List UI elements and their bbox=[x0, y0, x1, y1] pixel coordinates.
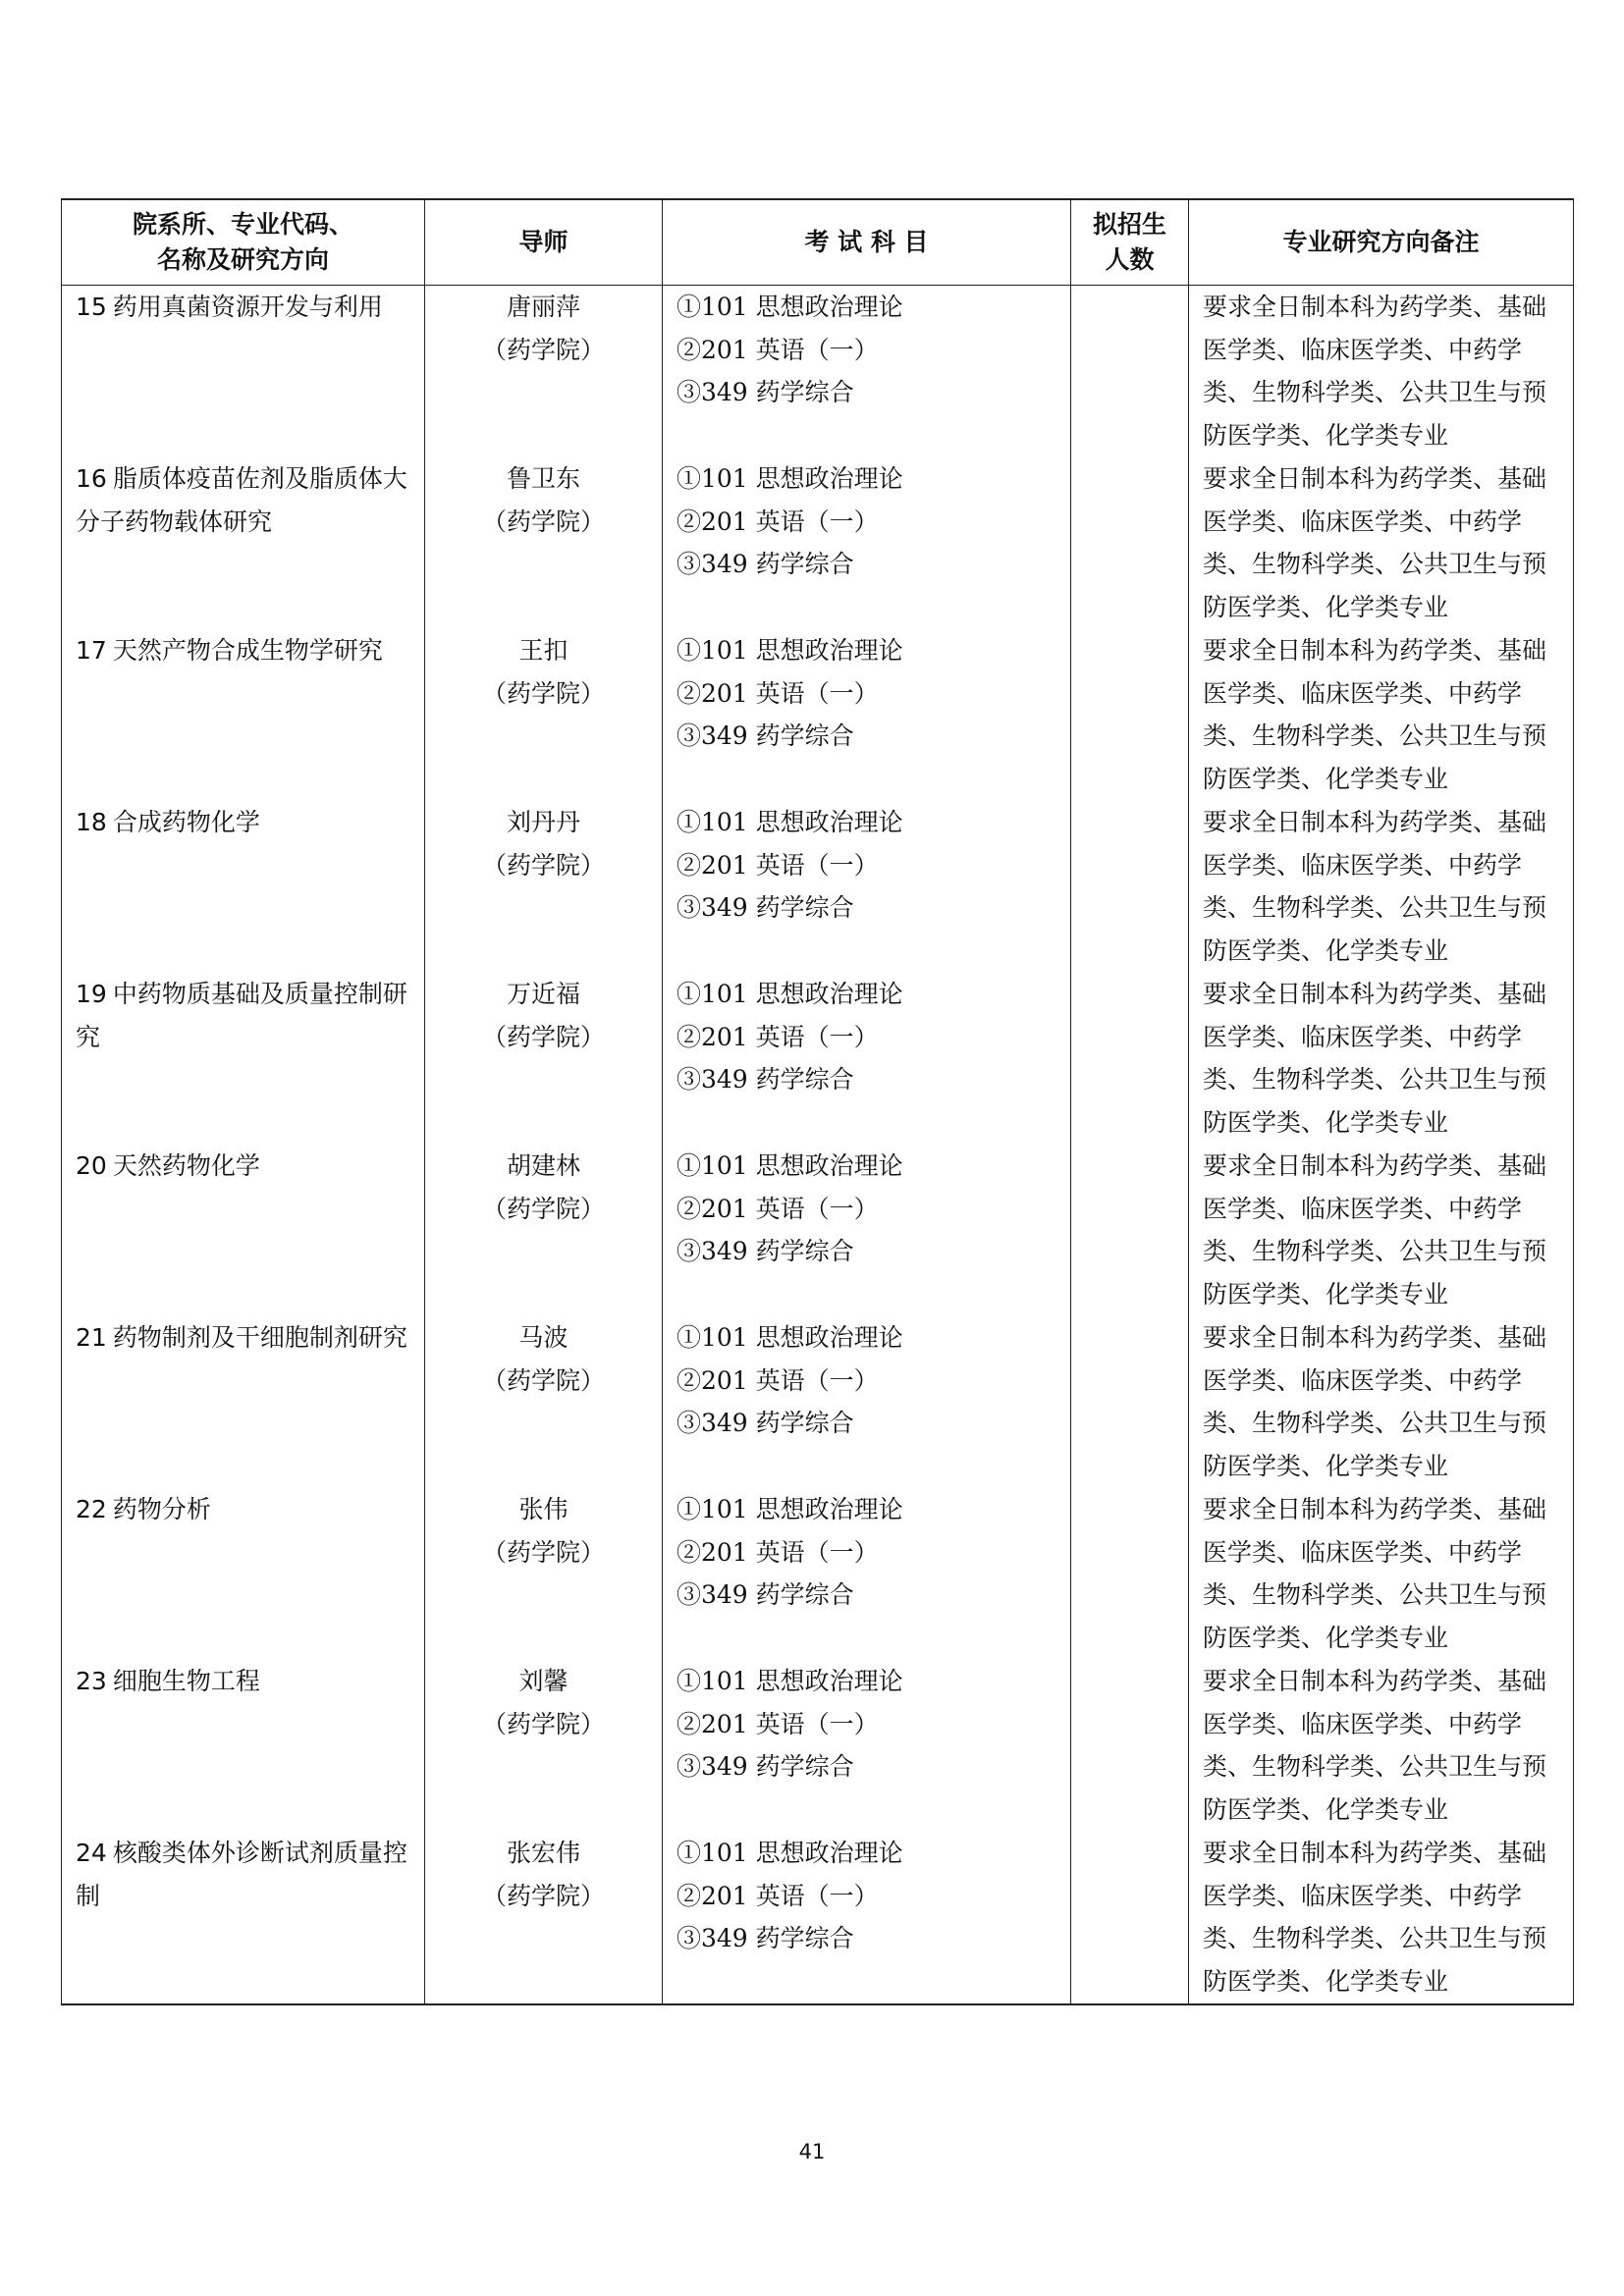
tutor-name: 刘馨 bbox=[518, 1667, 568, 1695]
tutor-name: 唐丽萍 bbox=[506, 293, 580, 321]
direction-number: 16 bbox=[76, 464, 107, 493]
tutor-school: （药学院） bbox=[481, 850, 605, 880]
exam-subject: ①101 思想政治理论 bbox=[677, 1323, 903, 1352]
direction-number: 20 bbox=[76, 1151, 107, 1180]
exam-subject: ③349 药学综合 bbox=[677, 1409, 854, 1437]
quota-cell bbox=[1071, 1660, 1189, 1832]
research-direction-cell bbox=[62, 801, 425, 973]
direction-name: 药物分析 bbox=[112, 1495, 211, 1523]
header-subjects: 考 试 科 目 bbox=[663, 199, 1071, 286]
remark-cell: 要求全日制本科为药学类、基础医学类、临床医学类、中药学类、生物科学类、公共卫生与预防医学类、化学类专业 bbox=[1189, 973, 1574, 1145]
direction-name: 合成药物化学 bbox=[112, 808, 260, 836]
exam-subject: ①101 思想政治理论 bbox=[677, 464, 903, 493]
research-direction-cell bbox=[62, 973, 425, 1145]
quota-cell bbox=[1071, 801, 1189, 973]
quota-cell bbox=[1071, 1488, 1189, 1660]
remark-cell: 要求全日制本科为药学类、基础医学类、临床医学类、中药学类、生物科学类、公共卫生与预防医学类、化学类专业 bbox=[1189, 801, 1574, 973]
research-direction-cell bbox=[62, 1316, 425, 1488]
research-direction-cell bbox=[62, 1660, 425, 1832]
exam-subjects-cell bbox=[663, 973, 1071, 1145]
exam-subjects-cell bbox=[663, 457, 1071, 629]
tutor-name: 张伟 bbox=[518, 1495, 568, 1523]
exam-subject: ③349 药学综合 bbox=[677, 1237, 854, 1265]
exam-subject: ②201 英语（一） bbox=[677, 1709, 879, 1738]
quota-cell bbox=[1071, 973, 1189, 1145]
tutor-cell bbox=[425, 1488, 663, 1660]
tutor-school: （药学院） bbox=[481, 1194, 605, 1223]
table-row bbox=[62, 801, 1574, 973]
exam-subject: ②201 英语（一） bbox=[677, 1537, 879, 1567]
remark-cell: 要求全日制本科为药学类、基础医学类、临床医学类、中药学类、生物科学类、公共卫生与预防医学类、化学类专业 bbox=[1189, 457, 1574, 629]
tutor-cell bbox=[425, 629, 663, 801]
tutor-name: 万近福 bbox=[506, 980, 580, 1008]
table-row bbox=[62, 629, 1574, 801]
page-number: 41 bbox=[798, 2140, 826, 2163]
exam-subject: ①101 思想政治理论 bbox=[677, 293, 903, 321]
exam-subject: ①101 思想政治理论 bbox=[677, 1495, 903, 1523]
exam-subject: ①101 思想政治理论 bbox=[677, 636, 903, 665]
direction-name: 药物制剂及干细胞制剂研究 bbox=[112, 1323, 407, 1352]
quota-cell bbox=[1071, 286, 1189, 458]
exam-subject: ②201 英语（一） bbox=[677, 1194, 879, 1223]
enrollment-table bbox=[61, 198, 1574, 2005]
quota-cell bbox=[1071, 1832, 1189, 2004]
tutor-cell bbox=[425, 1660, 663, 1832]
exam-subject: ③349 药学综合 bbox=[677, 893, 854, 922]
exam-subjects-cell bbox=[663, 1145, 1071, 1316]
exam-subject: ②201 英语（一） bbox=[677, 1022, 879, 1051]
remark-cell: 要求全日制本科为药学类、基础医学类、临床医学类、中药学类、生物科学类、公共卫生与预防医学类、化学类专业 bbox=[1189, 1832, 1574, 2004]
tutor-name: 胡建林 bbox=[506, 1151, 580, 1180]
exam-subject: ②201 英语（一） bbox=[677, 335, 879, 364]
direction-number: 22 bbox=[76, 1495, 107, 1523]
exam-subjects-cell bbox=[663, 286, 1071, 458]
direction-name: 中药物质基础及质量控制研究 bbox=[76, 980, 407, 1051]
tutor-school: （药学院） bbox=[481, 1709, 605, 1738]
exam-subjects-cell bbox=[663, 629, 1071, 801]
direction-name: 天然药物化学 bbox=[112, 1151, 260, 1180]
direction-name: 脂质体疫苗佐剂及脂质体大分子药物载体研究 bbox=[76, 464, 407, 536]
direction-name: 核酸类体外诊断试剂质量控制 bbox=[76, 1839, 407, 1910]
header-quota-line-2: 人数 bbox=[1105, 245, 1155, 274]
exam-subject: ①101 思想政治理论 bbox=[677, 980, 903, 1008]
direction-name: 药用真菌资源开发与利用 bbox=[112, 293, 383, 321]
header-tutor: 导师 bbox=[425, 199, 663, 286]
table-row bbox=[62, 286, 1574, 458]
research-direction-cell bbox=[62, 286, 425, 458]
direction-name: 细胞生物工程 bbox=[112, 1667, 260, 1695]
direction-number: 17 bbox=[76, 636, 107, 665]
table-row bbox=[62, 1488, 1574, 1660]
exam-subject: ②201 英语（一） bbox=[677, 1881, 879, 1910]
tutor-school: （药学院） bbox=[481, 678, 605, 708]
research-direction-cell bbox=[62, 1145, 425, 1316]
tutor-name: 王扣 bbox=[518, 636, 568, 665]
research-direction-cell bbox=[62, 1488, 425, 1660]
header-direction-line-1: 院系所、专业代码、 bbox=[132, 210, 353, 239]
exam-subject: ③349 药学综合 bbox=[677, 378, 854, 406]
table-row bbox=[62, 1832, 1574, 2004]
exam-subjects-cell bbox=[663, 1488, 1071, 1660]
table-row bbox=[62, 1145, 1574, 1316]
exam-subject: ①101 思想政治理论 bbox=[677, 1839, 903, 1867]
exam-subject: ②201 英语（一） bbox=[677, 678, 879, 708]
exam-subject: ①101 思想政治理论 bbox=[677, 808, 903, 836]
tutor-school: （药学院） bbox=[481, 1537, 605, 1567]
exam-subject: ③349 药学综合 bbox=[677, 721, 854, 750]
header-quota-line-1: 拟招生 bbox=[1092, 210, 1166, 239]
header-direction-line-2: 名称及研究方向 bbox=[156, 245, 329, 274]
exam-subject: ②201 英语（一） bbox=[677, 1365, 879, 1395]
table-row bbox=[62, 1316, 1574, 1488]
quota-cell bbox=[1071, 457, 1189, 629]
table-header-row bbox=[62, 199, 1574, 286]
quota-cell bbox=[1071, 1316, 1189, 1488]
exam-subjects-cell bbox=[663, 1832, 1071, 2004]
tutor-cell bbox=[425, 973, 663, 1145]
header-quota bbox=[1071, 199, 1189, 286]
remark-cell: 要求全日制本科为药学类、基础医学类、临床医学类、中药学类、生物科学类、公共卫生与预防医学类、化学类专业 bbox=[1189, 1145, 1574, 1316]
tutor-school: （药学院） bbox=[481, 1022, 605, 1051]
direction-number: 15 bbox=[76, 293, 107, 321]
quota-cell bbox=[1071, 1145, 1189, 1316]
header-remark: 专业研究方向备注 bbox=[1189, 199, 1574, 286]
tutor-school: （药学院） bbox=[481, 507, 605, 536]
remark-cell: 要求全日制本科为药学类、基础医学类、临床医学类、中药学类、生物科学类、公共卫生与预防医学类、化学类专业 bbox=[1189, 1316, 1574, 1488]
tutor-name: 张宏伟 bbox=[506, 1839, 580, 1867]
tutor-school: （药学院） bbox=[481, 1365, 605, 1395]
exam-subject: ③349 药学综合 bbox=[677, 550, 854, 578]
exam-subject: ②201 英语（一） bbox=[677, 850, 879, 880]
tutor-cell bbox=[425, 1316, 663, 1488]
remark-cell: 要求全日制本科为药学类、基础医学类、临床医学类、中药学类、生物科学类、公共卫生与预防医学类、化学类专业 bbox=[1189, 1660, 1574, 1832]
table-row bbox=[62, 973, 1574, 1145]
research-direction-cell bbox=[62, 629, 425, 801]
research-direction-cell bbox=[62, 1832, 425, 2004]
exam-subjects-cell bbox=[663, 1660, 1071, 1832]
table-body bbox=[62, 286, 1574, 2005]
direction-number: 24 bbox=[76, 1839, 107, 1867]
remark-cell: 要求全日制本科为药学类、基础医学类、临床医学类、中药学类、生物科学类、公共卫生与预防医学类、化学类专业 bbox=[1189, 286, 1574, 458]
direction-number: 19 bbox=[76, 980, 107, 1008]
direction-number: 18 bbox=[76, 808, 107, 836]
header-direction bbox=[62, 199, 425, 286]
tutor-cell bbox=[425, 286, 663, 458]
exam-subject: ③349 药学综合 bbox=[677, 1580, 854, 1609]
exam-subject: ③349 药学综合 bbox=[677, 1752, 854, 1781]
direction-number: 21 bbox=[76, 1323, 107, 1352]
exam-subject: ①101 思想政治理论 bbox=[677, 1667, 903, 1695]
direction-name: 天然产物合成生物学研究 bbox=[112, 636, 383, 665]
tutor-cell bbox=[425, 1145, 663, 1316]
remark-cell: 要求全日制本科为药学类、基础医学类、临床医学类、中药学类、生物科学类、公共卫生与预防医学类、化学类专业 bbox=[1189, 1488, 1574, 1660]
tutor-cell bbox=[425, 1832, 663, 2004]
direction-number: 23 bbox=[76, 1667, 107, 1695]
tutor-cell bbox=[425, 801, 663, 973]
quota-cell bbox=[1071, 629, 1189, 801]
tutor-name: 马波 bbox=[518, 1323, 568, 1352]
tutor-name: 鲁卫东 bbox=[506, 464, 580, 493]
table-row bbox=[62, 457, 1574, 629]
exam-subject: ③349 药学综合 bbox=[677, 1924, 854, 1952]
research-direction-cell bbox=[62, 457, 425, 629]
exam-subjects-cell bbox=[663, 1316, 1071, 1488]
exam-subjects-cell bbox=[663, 801, 1071, 973]
tutor-name: 刘丹丹 bbox=[506, 808, 580, 836]
tutor-school: （药学院） bbox=[481, 335, 605, 364]
exam-subject: ①101 思想政治理论 bbox=[677, 1151, 903, 1180]
tutor-school: （药学院） bbox=[481, 1881, 605, 1910]
tutor-cell bbox=[425, 457, 663, 629]
remark-cell: 要求全日制本科为药学类、基础医学类、临床医学类、中药学类、生物科学类、公共卫生与预防医学类、化学类专业 bbox=[1189, 629, 1574, 801]
exam-subject: ②201 英语（一） bbox=[677, 507, 879, 536]
table-row bbox=[62, 1660, 1574, 1832]
exam-subject: ③349 药学综合 bbox=[677, 1065, 854, 1094]
